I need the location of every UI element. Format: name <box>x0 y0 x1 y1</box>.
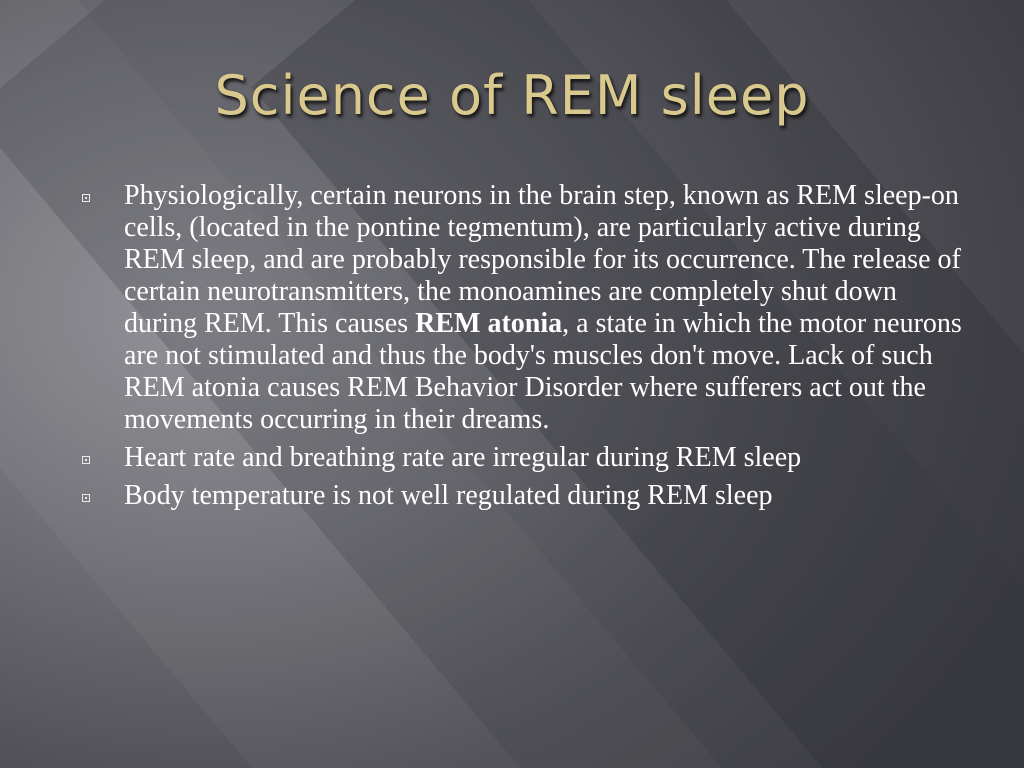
bullet-list <box>80 180 970 518</box>
bullet-item-1 <box>80 180 970 436</box>
square-bullet-icon <box>82 456 90 464</box>
bullet-item-3 <box>80 480 970 512</box>
bold-term: REM atonia <box>415 308 563 339</box>
bullet-text: Heart rate and breathing rate are irregular during REM sleep <box>124 442 802 473</box>
slide-title: Science of REM sleep <box>214 64 810 127</box>
bullet-item-2 <box>80 442 970 474</box>
bullet-text: , a state in which the motor neurons are not stimulated and thus the body's muscles don't move. Lack of such REM atonia causes REM Behavior Disorder where sufferers act out the movements occurring in their dreams. <box>124 308 962 435</box>
square-bullet-icon <box>82 494 90 502</box>
square-bullet-icon <box>82 194 90 202</box>
bullet-text: Physiologically, certain neurons in the brain step, known as REM sleep-on cells, (located in the pontine tegmentum), are particularly active during REM sleep, and are probably responsible for its occurrence. The release of certain neurotransmitters, the monoamines are completely shut down during REM. This causes <box>124 180 961 339</box>
bullet-text: Body temperature is not well regulated during REM sleep <box>124 480 773 511</box>
